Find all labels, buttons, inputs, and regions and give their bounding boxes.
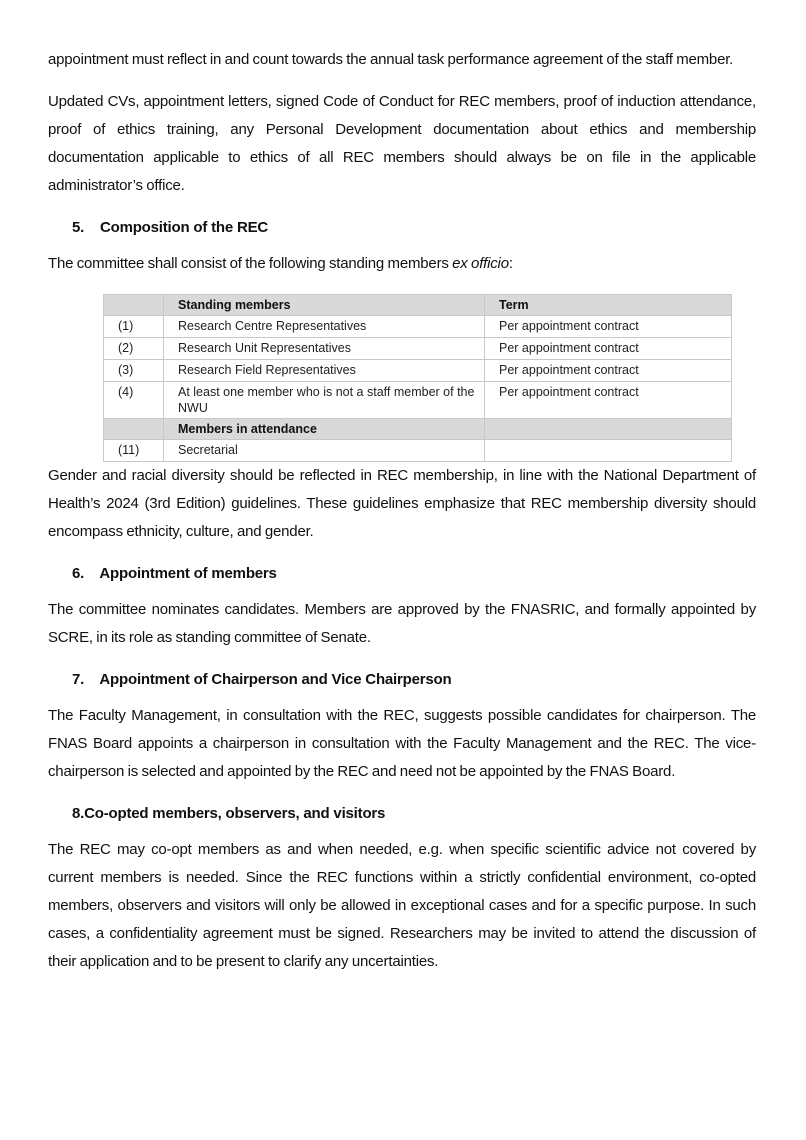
intro-end: : — [508, 255, 513, 272]
paragraph-appointment-performance: appointment must reflect in and count towards the annual task performance agreement of the staff member. — [48, 51, 734, 68]
section-heading-composition — [48, 214, 756, 242]
spacer — [48, 652, 756, 666]
row-member: Research Unit Representatives — [164, 338, 485, 360]
table-header-row — [104, 295, 732, 316]
spacer — [48, 74, 756, 88]
paragraph-diversity: Gender and racial diversity should be reflected in REC membership, in line with the National Department of Health’s 2024 (3rd Edition) guidelines. These guidelines emphasize that REC membership diversity should encompass ethnicity, culture, and gender. — [48, 467, 756, 540]
section-heading-chairperson — [48, 666, 756, 694]
spacer — [48, 694, 756, 702]
section-number: 5. — [72, 219, 85, 236]
row-member: Research Field Representatives — [164, 360, 485, 382]
subheader-index — [104, 419, 164, 440]
row-member: At least one member who is not a staff member of the NWU — [164, 382, 485, 419]
row-index: (4) — [104, 382, 164, 419]
section-title: Co-opted members, observers, and visitors — [84, 805, 386, 822]
row-member: Secretarial — [164, 440, 485, 462]
subheader-members-in-attendance: Members in attendance — [164, 419, 485, 440]
spacer — [48, 242, 756, 250]
header-index — [104, 295, 164, 316]
spacer — [48, 786, 756, 800]
members-table-wrapper — [103, 294, 731, 462]
section-number: 8. — [72, 805, 85, 822]
section-number: 7. — [72, 671, 85, 688]
paragraph-chairperson: The Faculty Management, in consultation with the REC, suggests possible candidates for chairperson. The FNAS Board appoints a chairperson in consultation with the Faculty Management and the REC. The vice-chairperson is selected and appointed by the REC and need not be appointed by the FNAS Board. — [48, 707, 756, 780]
section-title: Appointment of Chairperson and Vice Chairperson — [99, 671, 452, 688]
section-heading-appointment-members — [48, 560, 756, 588]
paragraph-appointment-members: The committee nominates candidates. Members are approved by the FNASRIC, and formally appointed by SCRE, in its role as standing committee of Senate. — [48, 601, 756, 646]
row-member: Research Centre Representatives — [164, 316, 485, 338]
paragraph-coopted: The REC may co-opt members as and when needed, e.g. when specific scientific advice not covered by current members is needed. Since the REC functions within a strictly confidential environment, co-opted members, observers and visitors will only be allowed in exceptional cases and for a specific purpose. In such cases, a confidentiality agreement must be signed. Researchers may be invited to attend the discussion of their application and to be present to clarify any uncertainties. — [48, 841, 756, 970]
document-page — [48, 46, 756, 976]
section-heading-coopted — [48, 800, 756, 828]
header-term: Term — [485, 295, 732, 316]
table-row — [104, 338, 732, 360]
row-index: (1) — [104, 316, 164, 338]
spacer — [48, 588, 756, 596]
row-index: (2) — [104, 338, 164, 360]
row-index: (3) — [104, 360, 164, 382]
section-title: Appointment of members — [99, 565, 277, 582]
section-number: 6. — [72, 565, 85, 582]
table-row — [104, 382, 732, 419]
table-row — [104, 316, 732, 338]
row-index: (11) — [104, 440, 164, 462]
section-title: Composition of the REC — [99, 219, 269, 236]
row-term: Per appointment contract — [485, 382, 732, 419]
standing-members-table — [103, 294, 732, 462]
row-term — [485, 440, 732, 462]
header-standing-members: Standing members — [164, 295, 485, 316]
row-term: Per appointment contract — [485, 360, 732, 382]
row-term: Per appointment contract — [485, 316, 732, 338]
intro-text: The committee shall consist of the following standing members — [48, 255, 453, 272]
paragraph-composition-intro — [48, 250, 756, 278]
subheader-term — [485, 419, 732, 440]
spacer — [48, 200, 756, 214]
intro-italic-ex-officio: ex officio — [452, 255, 509, 272]
spacer — [48, 546, 756, 560]
spacer — [48, 828, 756, 836]
table-row — [104, 360, 732, 382]
row-term: Per appointment contract — [485, 338, 732, 360]
table-subheader-row — [104, 419, 732, 440]
paragraph-documentation-on-file: Updated CVs, appointment letters, signed Code of Conduct for REC members, proof of induction attendance, proof of ethics training, any Personal Development documentation about ethics and membership documentation applicable to ethics of all REC members should always be on file in the applicable administrator’s office. — [48, 93, 756, 194]
table-row — [104, 440, 732, 462]
